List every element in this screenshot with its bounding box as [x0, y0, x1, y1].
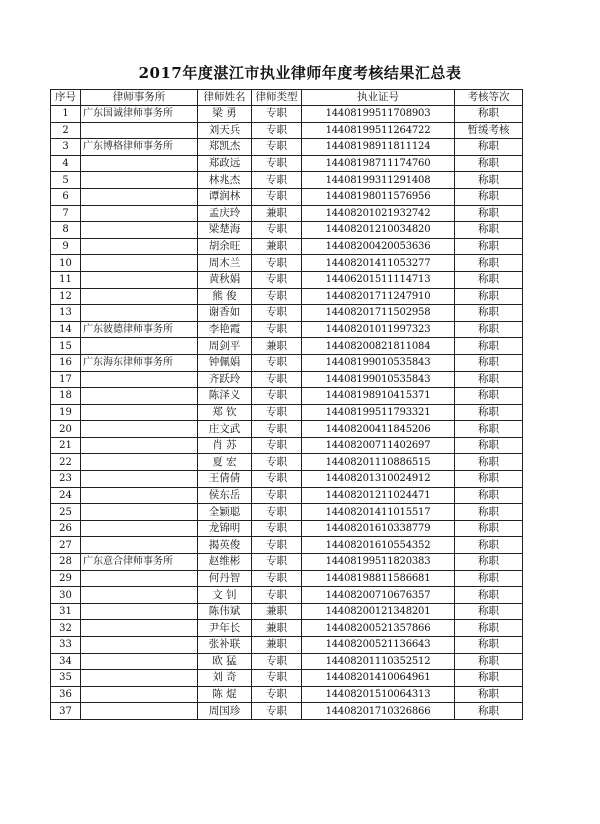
row-no: 13	[51, 305, 81, 322]
row-firm	[81, 271, 198, 288]
row-result: 称职	[455, 620, 523, 637]
row-lawyer-name: 孟庆玲	[198, 205, 252, 222]
row-no: 6	[51, 188, 81, 205]
row-result: 称职	[455, 537, 523, 554]
row-result: 称职	[455, 255, 523, 272]
row-result: 暂缓考核	[455, 122, 523, 139]
row-lawyer-name: 胡余旺	[198, 238, 252, 255]
row-result: 称职	[455, 421, 523, 438]
row-lawyer-type: 专职	[252, 188, 302, 205]
row-result: 称职	[455, 139, 523, 156]
table-row	[51, 354, 523, 371]
row-firm	[81, 703, 198, 720]
row-firm	[81, 520, 198, 537]
row-firm	[81, 172, 198, 189]
row-lawyer-name: 尹年长	[198, 620, 252, 637]
table-row	[51, 520, 523, 537]
row-result: 称职	[455, 520, 523, 537]
row-result: 称职	[455, 205, 523, 222]
row-cert-number: 14408201710326866	[302, 703, 455, 720]
table-row	[51, 106, 523, 123]
row-result: 称职	[455, 637, 523, 654]
row-lawyer-type: 专职	[252, 487, 302, 504]
row-lawyer-name: 全颖聪	[198, 504, 252, 521]
row-firm	[81, 653, 198, 670]
row-no: 24	[51, 487, 81, 504]
row-lawyer-name: 熊 俊	[198, 288, 252, 305]
row-firm	[81, 603, 198, 620]
row-cert-number: 14408201110886515	[302, 454, 455, 471]
table-row	[51, 122, 523, 139]
table-row	[51, 238, 523, 255]
header-name: 律师姓名	[198, 90, 252, 106]
row-firm	[81, 471, 198, 488]
row-cert-number: 14408201610554352	[302, 537, 455, 554]
row-lawyer-name: 钟佩娟	[198, 354, 252, 371]
row-firm	[81, 404, 198, 421]
row-firm	[81, 122, 198, 139]
row-firm	[81, 537, 198, 554]
table-row	[51, 288, 523, 305]
row-lawyer-name: 文 钊	[198, 587, 252, 604]
row-cert-number: 14408198811586681	[302, 570, 455, 587]
header-result: 考核等次	[455, 90, 523, 106]
table-row	[51, 271, 523, 288]
row-cert-number: 14408200121348201	[302, 603, 455, 620]
row-lawyer-type: 专职	[252, 106, 302, 123]
table-row	[51, 487, 523, 504]
header-no: 序号	[51, 90, 81, 106]
row-cert-number: 14408198711174760	[302, 155, 455, 172]
row-no: 18	[51, 388, 81, 405]
row-result: 称职	[455, 487, 523, 504]
summary-table	[50, 89, 523, 720]
row-result: 称职	[455, 388, 523, 405]
header-row	[51, 90, 523, 106]
row-cert-number: 14408199511793321	[302, 404, 455, 421]
row-no: 9	[51, 238, 81, 255]
row-result: 称职	[455, 338, 523, 355]
row-cert-number: 14408201411015517	[302, 504, 455, 521]
row-no: 22	[51, 454, 81, 471]
row-lawyer-type: 兼职	[252, 338, 302, 355]
row-firm	[81, 421, 198, 438]
table-row	[51, 637, 523, 654]
row-result: 称职	[455, 653, 523, 670]
row-lawyer-name: 龙锦明	[198, 520, 252, 537]
row-firm	[81, 570, 198, 587]
row-no: 26	[51, 520, 81, 537]
row-lawyer-type: 专职	[252, 404, 302, 421]
row-lawyer-type: 专职	[252, 670, 302, 687]
row-cert-number: 14408201021932742	[302, 205, 455, 222]
row-firm	[81, 338, 198, 355]
table-row	[51, 188, 523, 205]
row-no: 17	[51, 371, 81, 388]
table-row	[51, 703, 523, 720]
row-lawyer-type: 专职	[252, 437, 302, 454]
row-cert-number: 14408201711502958	[302, 305, 455, 322]
row-lawyer-name: 周剑平	[198, 338, 252, 355]
row-lawyer-name: 谭润林	[198, 188, 252, 205]
row-no: 30	[51, 587, 81, 604]
row-result: 称职	[455, 404, 523, 421]
row-lawyer-name: 欧 猛	[198, 653, 252, 670]
row-lawyer-type: 专职	[252, 155, 302, 172]
row-result: 称职	[455, 670, 523, 687]
row-lawyer-name: 陈泽义	[198, 388, 252, 405]
row-lawyer-type: 专职	[252, 371, 302, 388]
row-lawyer-type: 专职	[252, 321, 302, 338]
row-cert-number: 14408199010535843	[302, 354, 455, 371]
table-row	[51, 603, 523, 620]
row-no: 1	[51, 106, 81, 123]
table-row	[51, 587, 523, 604]
row-lawyer-type: 专职	[252, 653, 302, 670]
row-cert-number: 14408200420053636	[302, 238, 455, 255]
table-row	[51, 388, 523, 405]
row-result: 称职	[455, 238, 523, 255]
row-no: 8	[51, 222, 81, 239]
row-result: 称职	[455, 288, 523, 305]
row-firm	[81, 188, 198, 205]
row-lawyer-type: 专职	[252, 520, 302, 537]
table-row	[51, 172, 523, 189]
row-result: 称职	[455, 106, 523, 123]
row-lawyer-type: 兼职	[252, 603, 302, 620]
table-row	[51, 570, 523, 587]
table-row	[51, 670, 523, 687]
row-lawyer-name: 赵维彬	[198, 554, 252, 571]
header-type: 律师类型	[252, 90, 302, 106]
row-no: 15	[51, 338, 81, 355]
row-lawyer-type: 专职	[252, 587, 302, 604]
row-no: 5	[51, 172, 81, 189]
table-row	[51, 686, 523, 703]
row-no: 31	[51, 603, 81, 620]
row-no: 4	[51, 155, 81, 172]
row-result: 称职	[455, 155, 523, 172]
row-result: 称职	[455, 570, 523, 587]
row-result: 称职	[455, 188, 523, 205]
row-cert-number: 14408199511264722	[302, 122, 455, 139]
row-result: 称职	[455, 437, 523, 454]
row-lawyer-name: 张补联	[198, 637, 252, 654]
row-cert-number: 14408199311291408	[302, 172, 455, 189]
row-no: 12	[51, 288, 81, 305]
row-firm	[81, 205, 198, 222]
table-row	[51, 305, 523, 322]
row-lawyer-type: 兼职	[252, 620, 302, 637]
row-cert-number: 14408199511820383	[302, 554, 455, 571]
row-lawyer-type: 专职	[252, 504, 302, 521]
row-cert-number: 14408201510064313	[302, 686, 455, 703]
row-result: 称职	[455, 471, 523, 488]
page-title: 2017年度湛江市执业律师年度考核结果汇总表	[138, 64, 462, 82]
row-no: 32	[51, 620, 81, 637]
table-row	[51, 471, 523, 488]
row-firm: 广东海东律师事务所	[81, 354, 198, 371]
row-no: 10	[51, 255, 81, 272]
table-row	[51, 537, 523, 554]
row-cert-number: 14408201410064961	[302, 670, 455, 687]
row-lawyer-type: 专职	[252, 421, 302, 438]
row-no: 27	[51, 537, 81, 554]
row-lawyer-type: 专职	[252, 388, 302, 405]
row-no: 7	[51, 205, 81, 222]
row-result: 称职	[455, 354, 523, 371]
row-result: 称职	[455, 454, 523, 471]
row-cert-number: 14408200821811084	[302, 338, 455, 355]
row-firm	[81, 587, 198, 604]
row-lawyer-type: 专职	[252, 172, 302, 189]
row-lawyer-type: 专职	[252, 454, 302, 471]
row-lawyer-name: 郑政远	[198, 155, 252, 172]
table-row	[51, 404, 523, 421]
row-firm	[81, 620, 198, 637]
row-cert-number: 14408199511708903	[302, 106, 455, 123]
row-no: 36	[51, 686, 81, 703]
row-lawyer-name: 夏 宏	[198, 454, 252, 471]
row-lawyer-type: 专职	[252, 139, 302, 156]
row-lawyer-type: 专职	[252, 122, 302, 139]
row-cert-number: 14408201210034820	[302, 222, 455, 239]
row-lawyer-name: 周木兰	[198, 255, 252, 272]
row-lawyer-name: 郑凯杰	[198, 139, 252, 156]
row-lawyer-type: 专职	[252, 255, 302, 272]
row-cert-number: 14408200521357866	[302, 620, 455, 637]
row-result: 称职	[455, 222, 523, 239]
row-result: 称职	[455, 554, 523, 571]
row-cert-number: 14406201511114713	[302, 271, 455, 288]
row-lawyer-name: 郑 钦	[198, 404, 252, 421]
row-no: 2	[51, 122, 81, 139]
header-cert: 执业证号	[302, 90, 455, 106]
row-firm	[81, 454, 198, 471]
row-cert-number: 14408201610338779	[302, 520, 455, 537]
row-no: 21	[51, 437, 81, 454]
row-firm: 广东国诚律师事务所	[81, 106, 198, 123]
row-firm	[81, 155, 198, 172]
row-lawyer-type: 专职	[252, 222, 302, 239]
table-row	[51, 504, 523, 521]
row-firm: 广东意合律师事务所	[81, 554, 198, 571]
row-cert-number: 14408201011997323	[302, 321, 455, 338]
row-lawyer-type: 专职	[252, 554, 302, 571]
row-result: 称职	[455, 271, 523, 288]
row-cert-number: 14408201411053277	[302, 255, 455, 272]
row-no: 35	[51, 670, 81, 687]
table-row	[51, 321, 523, 338]
table-row	[51, 205, 523, 222]
row-firm	[81, 238, 198, 255]
row-lawyer-name: 李艳霞	[198, 321, 252, 338]
row-firm	[81, 222, 198, 239]
table-row	[51, 454, 523, 471]
row-lawyer-name: 刘天兵	[198, 122, 252, 139]
row-no: 14	[51, 321, 81, 338]
row-lawyer-type: 专职	[252, 703, 302, 720]
table-row	[51, 155, 523, 172]
row-lawyer-name: 王倩倩	[198, 471, 252, 488]
row-no: 23	[51, 471, 81, 488]
row-lawyer-type: 专职	[252, 471, 302, 488]
row-lawyer-name: 侯东岳	[198, 487, 252, 504]
table-row	[51, 371, 523, 388]
row-lawyer-name: 肖 苏	[198, 437, 252, 454]
row-lawyer-name: 刘 奇	[198, 670, 252, 687]
row-lawyer-type: 专职	[252, 288, 302, 305]
header-firm: 律师事务所	[81, 90, 198, 106]
row-cert-number: 14408200521136643	[302, 637, 455, 654]
row-cert-number: 14408200411845206	[302, 421, 455, 438]
row-firm	[81, 371, 198, 388]
row-cert-number: 14408200711402697	[302, 437, 455, 454]
table-row	[51, 620, 523, 637]
row-firm	[81, 305, 198, 322]
row-result: 称职	[455, 703, 523, 720]
row-lawyer-type: 专职	[252, 686, 302, 703]
row-no: 33	[51, 637, 81, 654]
row-firm	[81, 686, 198, 703]
row-no: 25	[51, 504, 81, 521]
row-firm: 广东彼德律师事务所	[81, 321, 198, 338]
table-row	[51, 653, 523, 670]
row-lawyer-name: 谢香如	[198, 305, 252, 322]
row-cert-number: 14408199010535843	[302, 371, 455, 388]
table-row	[51, 255, 523, 272]
row-lawyer-type: 兼职	[252, 637, 302, 654]
row-firm	[81, 504, 198, 521]
row-lawyer-name: 陈伟斌	[198, 603, 252, 620]
row-firm: 广东博格律师事务所	[81, 139, 198, 156]
row-no: 3	[51, 139, 81, 156]
row-cert-number: 14408198911811124	[302, 139, 455, 156]
table-row	[51, 437, 523, 454]
row-firm	[81, 487, 198, 504]
table-body	[51, 106, 523, 720]
row-firm	[81, 388, 198, 405]
row-lawyer-type: 兼职	[252, 205, 302, 222]
row-lawyer-name: 揭英俊	[198, 537, 252, 554]
row-no: 19	[51, 404, 81, 421]
row-firm	[81, 288, 198, 305]
row-lawyer-type: 专职	[252, 570, 302, 587]
table-row	[51, 222, 523, 239]
row-lawyer-name: 何丹智	[198, 570, 252, 587]
row-lawyer-name: 梁 勇	[198, 106, 252, 123]
row-no: 37	[51, 703, 81, 720]
row-firm	[81, 670, 198, 687]
row-firm	[81, 637, 198, 654]
row-cert-number: 14408201211024471	[302, 487, 455, 504]
row-lawyer-name: 陈 焜	[198, 686, 252, 703]
row-firm	[81, 255, 198, 272]
row-lawyer-name: 梁楚海	[198, 222, 252, 239]
row-lawyer-name: 齐跃玲	[198, 371, 252, 388]
row-lawyer-name: 庄文武	[198, 421, 252, 438]
table-row	[51, 139, 523, 156]
row-result: 称职	[455, 305, 523, 322]
row-lawyer-name: 林兆杰	[198, 172, 252, 189]
row-cert-number: 14408201711247910	[302, 288, 455, 305]
table-row	[51, 421, 523, 438]
row-no: 34	[51, 653, 81, 670]
row-result: 称职	[455, 172, 523, 189]
row-lawyer-type: 专职	[252, 305, 302, 322]
row-firm	[81, 437, 198, 454]
row-result: 称职	[455, 371, 523, 388]
row-result: 称职	[455, 321, 523, 338]
row-no: 16	[51, 354, 81, 371]
row-result: 称职	[455, 603, 523, 620]
row-no: 29	[51, 570, 81, 587]
row-cert-number: 14408200710676357	[302, 587, 455, 604]
row-no: 28	[51, 554, 81, 571]
table-row	[51, 338, 523, 355]
row-lawyer-name: 周国珍	[198, 703, 252, 720]
row-cert-number: 14408198011576956	[302, 188, 455, 205]
row-cert-number: 14408201110352512	[302, 653, 455, 670]
row-lawyer-type: 专职	[252, 271, 302, 288]
row-lawyer-type: 专职	[252, 537, 302, 554]
row-no: 20	[51, 421, 81, 438]
row-result: 称职	[455, 587, 523, 604]
row-cert-number: 14408201310024912	[302, 471, 455, 488]
row-result: 称职	[455, 686, 523, 703]
row-lawyer-name: 黄秋娟	[198, 271, 252, 288]
row-lawyer-type: 兼职	[252, 238, 302, 255]
row-cert-number: 14408198910415371	[302, 388, 455, 405]
row-no: 11	[51, 271, 81, 288]
table-row	[51, 554, 523, 571]
row-result: 称职	[455, 504, 523, 521]
row-lawyer-type: 专职	[252, 354, 302, 371]
